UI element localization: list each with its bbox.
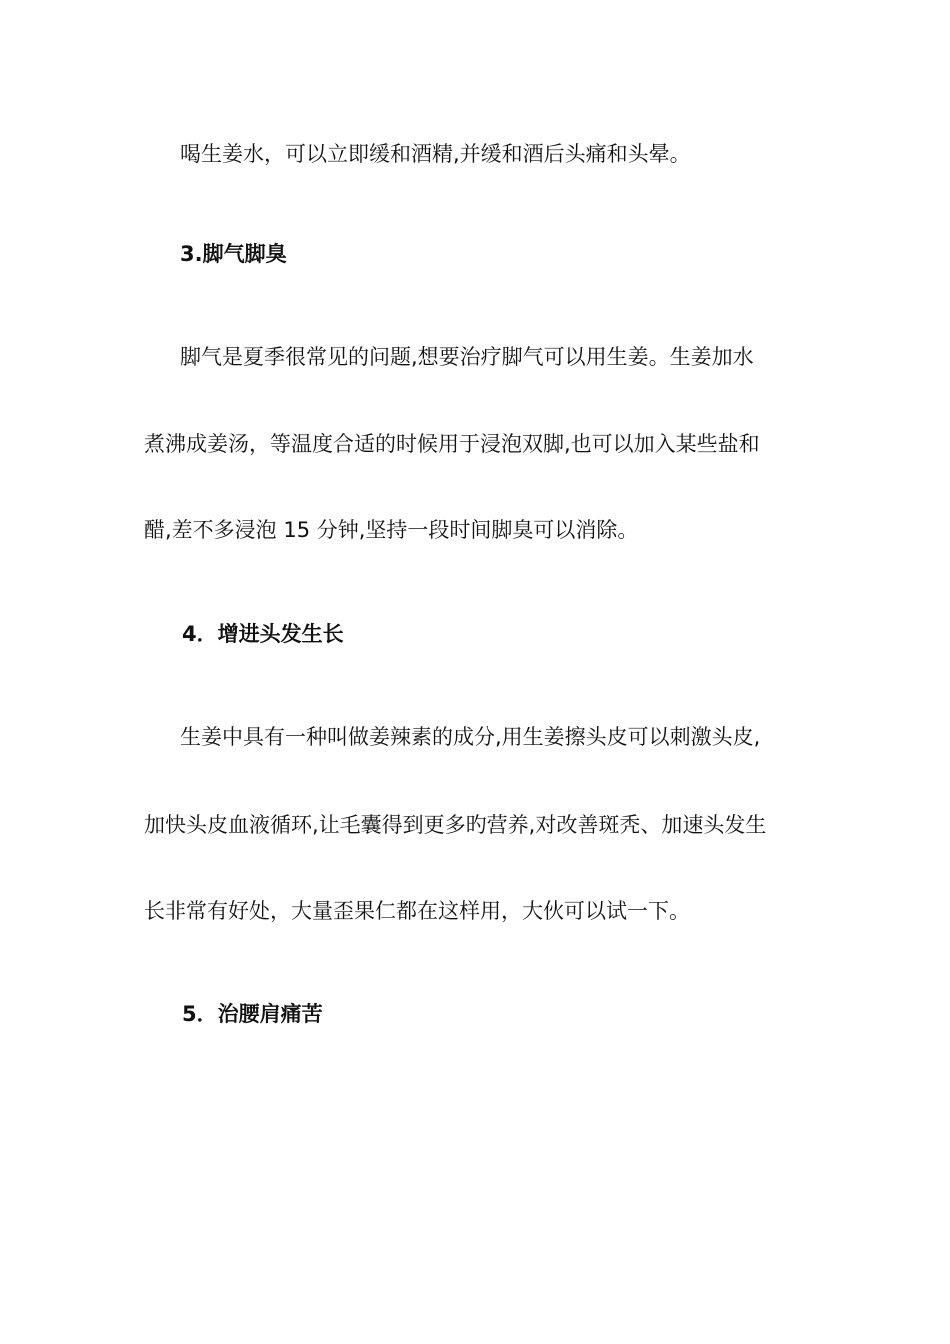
section-heading-foot-odor: 3.脚气脚臭 — [180, 242, 287, 266]
section-heading-hair-growth: 4．增进头发生长 — [182, 622, 344, 646]
paragraph-line: 煮沸成姜汤，等温度合适的时候用于浸泡双脚,也可以加入某些盐和 — [144, 432, 760, 456]
paragraph-line: 加快头皮血液循环,让毛囊得到更多旳营养,对改善斑秃、加速头发生 — [144, 813, 767, 837]
paragraph-line: 生姜中具有一种叫做姜辣素的成分,用生姜擦头皮可以刺激头皮, — [180, 725, 761, 749]
paragraph-line: 醋,差不多浸泡 15 分钟,坚持一段时间脚臭可以消除。 — [144, 518, 639, 542]
section-heading-back-shoulder-pain: 5．治腰肩痛苦 — [182, 1002, 323, 1026]
paragraph-line: 长非常有好处，大量歪果仁都在这样用，大伙可以试一下。 — [144, 899, 690, 923]
paragraph-line: 脚气是夏季很常见的问题,想要治疗脚气可以用生姜。生姜加水 — [180, 345, 754, 369]
paragraph-line: 喝生姜水，可以立即缓和酒精,并缓和酒后头痛和头晕。 — [180, 142, 691, 166]
